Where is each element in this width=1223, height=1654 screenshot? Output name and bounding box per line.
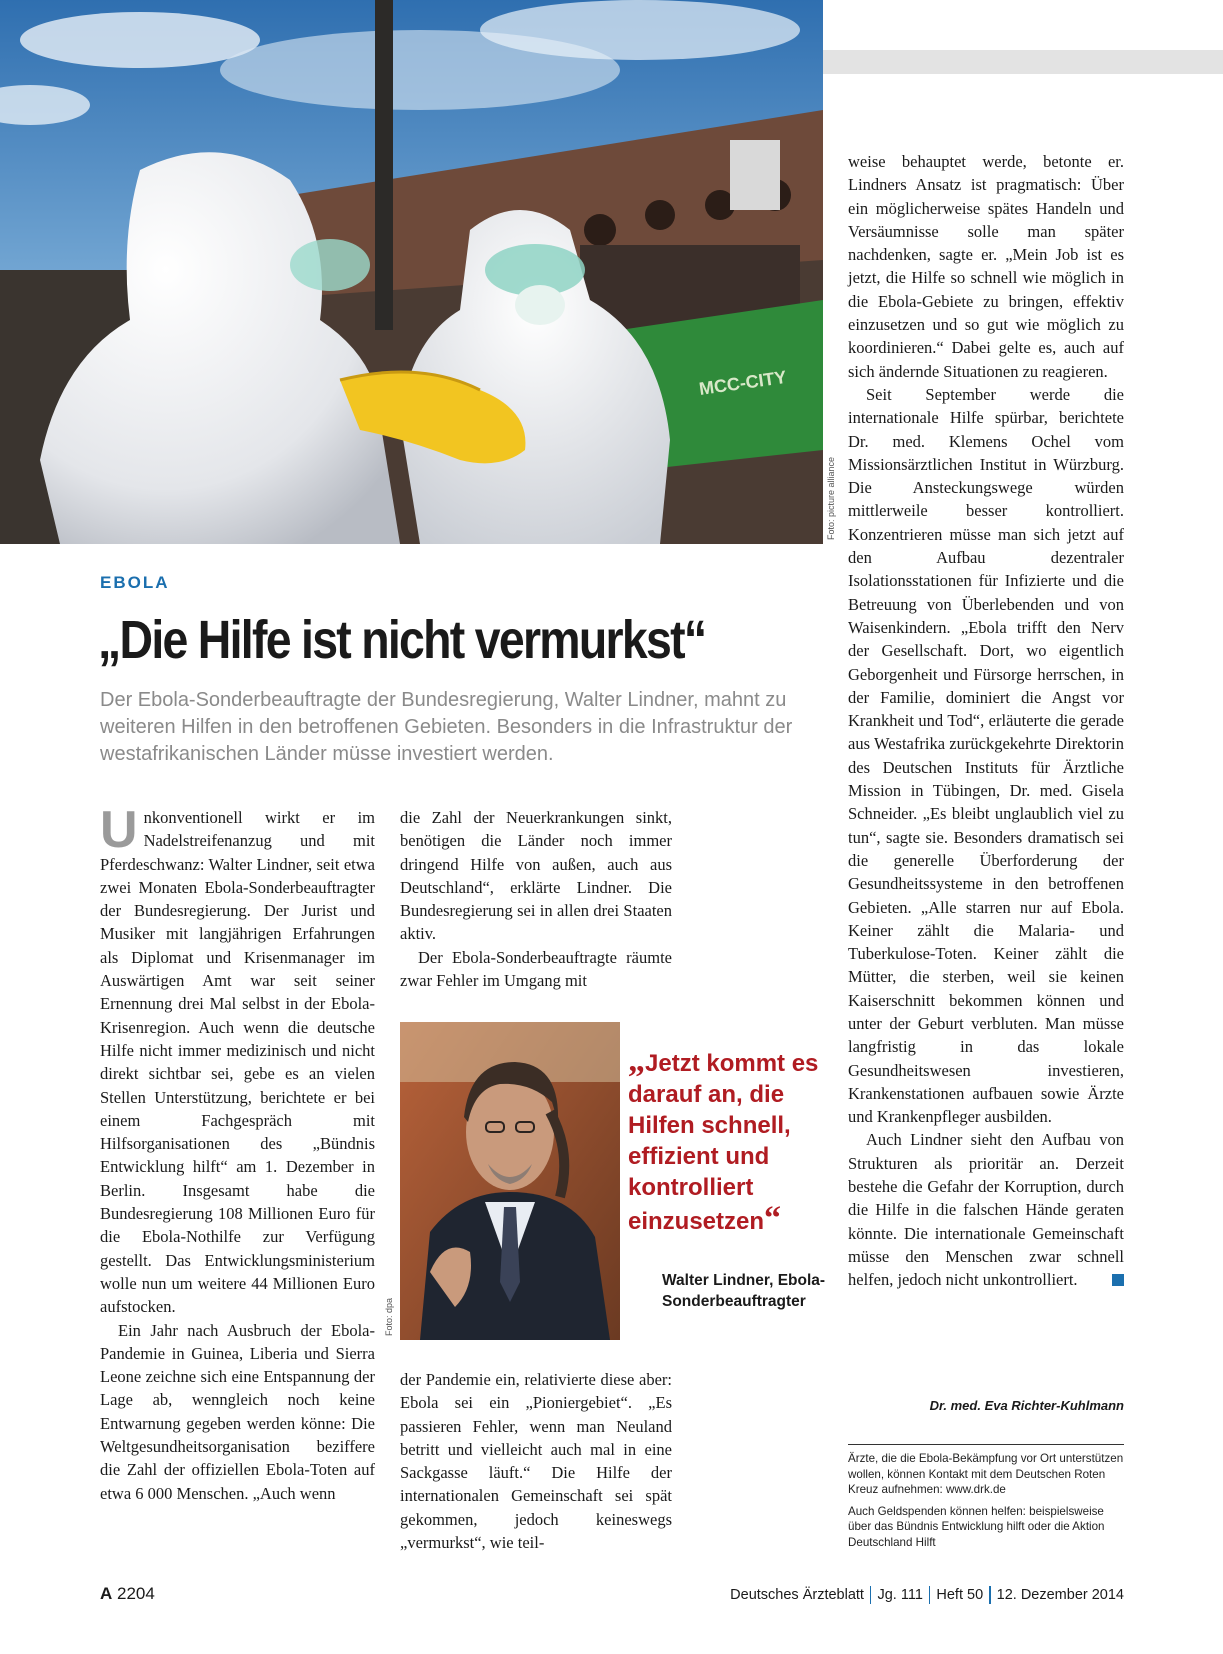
section-kicker: EBOLA: [100, 573, 170, 592]
photo-credit-portrait: Foto: dpa: [384, 1297, 394, 1336]
quote-open-mark: „: [628, 1042, 645, 1079]
info-box: [848, 1444, 1124, 1556]
journal-name: Deutsches Ärzteblatt: [730, 1587, 864, 1603]
article-column-3: [848, 150, 1124, 1292]
end-mark: [1112, 1274, 1124, 1286]
footer-journal-info: [730, 1586, 1124, 1604]
journal-issue: Heft 50: [936, 1587, 984, 1603]
truck-sign: MCC-CITY: [697, 366, 788, 399]
col2-para-2: Der Ebola-Sonderbeauftragte räumte zwar Fehler im Umgang mit: [400, 947, 672, 991]
folio-page: 2204: [117, 1584, 155, 1603]
quote-author: Walter Lindner, Ebola-Sonderbeauftragter: [662, 1272, 826, 1310]
ebola-workers-image: [0, 0, 823, 544]
author-signature: Dr. med. Eva Richter-Kuhlmann: [929, 1398, 1124, 1413]
article-column-1: [100, 801, 375, 1505]
lede: Der Ebola-Sonderbeauftragte der Bundesregierung, Walter Lindner, mahnt zu weiteren Hilfen in den betroffenen Gebieten. Besonders in die Infrastruktur der westafrikanischen Länder müsse investiert werden.: [100, 689, 793, 765]
col1-para-1: nkonventionell wirkt er im Nadelstreifenanzug und mit Pferdeschwanz: Walter Lindner, seit etwa zwei Monaten Ebola-Sonderbeauftragter der Bundesregierung. Der Jurist und Musiker mit langjährigen Erfahrungen als Diplomat und Krisenmanager im Auswärtigen Amt war seit seiner Ernennung drei Mal selbst in der Ebola-Krisenregion. Auch wenn die deutsche Hilfe nicht immer medizinisch und nicht direkt sichtbar sei, gebe es an vielen Stellen Unterstützung, berichtete er bei einem Fachgespräch mit Hilfsorganisationen des „Bündnis Entwicklung hilft“ am 1. Dezember in Berlin. Insgesamt habe die Bundesregierung 108 Millionen Euro für die Ebola-Nothilfe zur Verfügung gestellt. Das Entwicklungsministerium wolle nun um weitere 44 Millionen Euro aufstocken.: [100, 808, 375, 1317]
article-column-2-top: [400, 806, 672, 992]
quote-close-mark: “: [764, 1200, 782, 1237]
decorative-band: [823, 50, 1223, 74]
dropcap: U: [100, 801, 138, 859]
journal-volume: Jg. 111: [877, 1587, 923, 1603]
info-para-1: Ärzte, die die Ebola-Bekämpfung vor Ort unterstützen wollen, können Kontakt mit dem Deutschen Roten Kreuz aufnehmen: www.drk.de: [848, 1452, 1124, 1496]
hero-photo: [0, 0, 823, 544]
col2-para-3: der Pandemie ein, relativierte diese aber: Ebola sei ein „Pioniergebiet“. „Es passieren Fehler, wenn man Neuland betritt und vielleicht auch mal in eine Sackgasse läuft.“ Die Hilfe der internationalen Gemeinschaft sei spät gekommen, jedoch keineswegs „vermurkst“, wie teil-: [400, 1370, 672, 1553]
col1-para-2: Ein Jahr nach Ausbruch der Ebola-Pandemie in Guinea, Liberia und Sierra Leone zeichne sich eine Entspannung der Lage ab, wenngleich noch keine Entwarnung gegeben werden könne: Die Weltgesundheitsorganisation beziffere die Zahl der offiziellen Ebola-Toten auf etwa 6 000 Menschen. „Auch wenn: [100, 1320, 375, 1503]
journal-date: 12. Dezember 2014: [996, 1587, 1124, 1603]
walter-lindner-portrait: [400, 1022, 620, 1340]
quote-text: Jetzt kommt es darauf an, die Hilfen schnell, effizient und kontrolliert einzusetzen: [628, 1050, 819, 1235]
portrait-photo: [400, 1022, 620, 1340]
info-para-2: Auch Geldspenden können helfen: beispielsweise über das Bündnis Entwicklung hilft oder die Aktion Deutschland Hilft: [848, 1504, 1105, 1549]
folio-section: A: [100, 1584, 113, 1603]
footer-separator: [989, 1586, 991, 1604]
col2-para-1: die Zahl der Neuerkrankungen sinkt, benötigen die Länder noch immer dringend Hilfe von außen, auch aus Deutschland“, erklärte Lindner. Die Bundesregierung sei in allen drei Staaten aktiv.: [400, 808, 672, 944]
article-column-2-bottom: [400, 1368, 672, 1554]
page-folio: [100, 1584, 155, 1604]
headline: „Die Hilfe ist nicht vermurkst“: [98, 610, 706, 670]
footer-separator: [870, 1586, 872, 1604]
col3-para-3: Auch Lindner sieht den Aufbau von Strukturen als prioritär an. Derzeit bestehe die Gefahr der Korruption, durch die Hilfe in die falschen Hände geraten könnte. Die internationale Gemeinschaft müsse den Menschen zwar schnell helfen, jedoch nicht unkontrolliert.: [848, 1130, 1124, 1290]
col3-para-2: Seit September werde die internationale Hilfe spürbar, berichtete Dr. med. Klemens Ochel vom Missionsärztlichen Institut in Würzburg. Die Ansteckungswege würden mittlerweile besser kontrolliert. Konzentrieren müsse man sich jetzt auf den Aufbau dezentraler Isolationsstationen für Infizierte und die Betreuung von Überlebenden und von Waisenkindern. „Ebola trifft den Nerv der Gesellschaft. Dort, wo eigentlich Geborgenheit und Fürsorge herrschen, in der Familie, dominiert die Angst vor Krankheit und Tod“, erläuterte die gerade aus Westafrika zurückgekehrte Direktorin des Deutschen Instituts für Ärztliche Mission in Tübingen, Dr. med. Gisela Schneider. „Es bleibt unglaublich viel zu tun“, sagte sie. Besonders dramatisch sei die generelle Überforderung der Gesundheitssysteme in den betroffenen Gebieten. „Alle starren nur auf Ebola. Keiner zählt die Malaria- und Tuberkulose-Toten. Keiner zählt die Mütter, die sterben, weil sie keinen Kaiserschnitt bekommen können und unter der Geburt verbluten. Man müsse langfristig in das lokale Gesundheitswesen investieren, Krankenstationen aufbauen sowie Ärzte und Krankenpfleger ausbilden.: [848, 384, 1124, 1127]
pull-quote: [628, 1042, 828, 1237]
col3-para-1: weise behauptet werde, betonte er. Lindners Ansatz ist pragmatisch: Über ein möglicherweise spätes Handeln und Versäumnisse solle man später nachdenken, sagte er. „Mein Job ist es jetzt, die Hilfe so schnell wie möglich in die Ebola-Gebiete zu bringen, effektiv einzusetzen und so gut wie möglich zu koordinieren.“ Dabei gelte es, auch auf sich ändernde Situationen zu reagieren.: [848, 152, 1124, 381]
footer-separator: [929, 1586, 931, 1604]
photo-credit-top: Foto: picture alliance: [826, 456, 836, 540]
